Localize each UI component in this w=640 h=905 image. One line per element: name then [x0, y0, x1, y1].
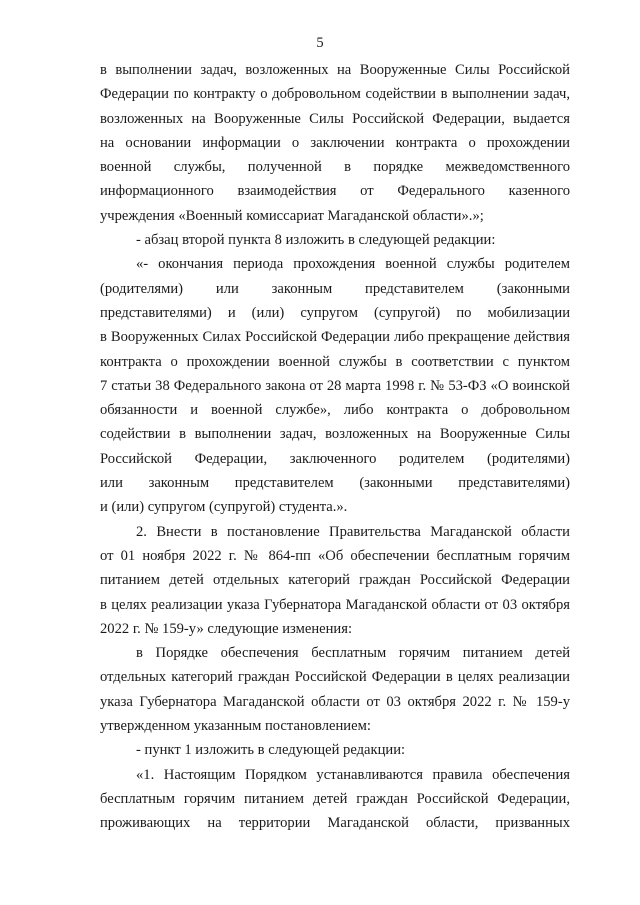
body-line: учреждения «Военный комиссариат Магаданской области».»;: [100, 207, 484, 224]
body-line: содействии в выполнении задач, возложенных на Вооруженные Силы: [100, 426, 570, 443]
body-line: возложенных на Вооруженные Силы Российской Федерации, выдается: [100, 110, 570, 127]
body-line: «- окончания периода прохождения военной службы родителем: [136, 256, 570, 273]
body-line: отдельных категорий граждан Российской Федерации в целях реализации: [100, 669, 570, 686]
body-line: проживающих на территории Магаданской области, призванных: [100, 815, 570, 832]
body-line: бесплатным горячим питанием детей граждан Российской Федерации,: [100, 790, 570, 807]
body-line: в Вооруженных Силах Российской Федерации либо прекращение действия: [100, 329, 570, 346]
body-line: от 01 ноября 2022 г. № 864-пп «Об обеспечении бесплатным горячим: [100, 547, 570, 564]
body-line: в Порядке обеспечения бесплатным горячим питанием детей: [136, 645, 570, 662]
body-line: «1. Настоящим Порядком устанавливаются правила обеспечения: [136, 766, 570, 783]
body-line: представителями) и (или) супругом (супругой) по мобилизации: [100, 304, 570, 321]
body-line: военной службы, полученной в порядке межведомственного: [100, 159, 570, 176]
body-line: (родителями) или законным представителем (законными: [100, 280, 570, 297]
body-line: обязанности и военной службе», либо контракта о добровольном: [100, 402, 570, 419]
body-line: - пункт 1 изложить в следующей редакции:: [136, 742, 406, 759]
body-line: в целях реализации указа Губернатора Магаданской области от 03 октября: [100, 596, 570, 613]
body-line: питанием детей отдельных категорий граждан Российской Федерации: [100, 572, 570, 589]
body-line: Российской Федерации, заключенного родителем (родителями): [100, 450, 570, 467]
body-line: утвержденном указанным постановлением:: [100, 718, 371, 735]
body-line: Федерации по контракту о добровольном содействии в выполнении задач,: [100, 86, 570, 103]
body-line: в выполнении задач, возложенных на Вооруженные Силы Российской: [100, 62, 570, 78]
body-line: 7 статьи 38 Федерального закона от 28 марта 1998 г. № 53-ФЗ «О воинской: [100, 377, 570, 394]
body-line: или законным представителем (законными представителями): [100, 475, 570, 492]
body-line: - абзац второй пункта 8 изложить в следующей редакции:: [136, 232, 496, 249]
body-line: указа Губернатора Магаданской области от 03 октября 2022 г. № 159-у: [100, 693, 570, 710]
body-line: 2. Внести в постановление Правительства Магаданской области: [136, 523, 570, 540]
body-line: и (или) супругом (супругой) студента.».: [100, 499, 348, 516]
body-line: информационного взаимодействия от Федерального казенного: [100, 183, 570, 200]
body-line: на основании информации о заключении контракта о прохождении: [100, 134, 570, 151]
body-line: контракта о прохождении военной службы в соответствии с пунктом: [100, 353, 570, 370]
body-line: 2022 г. № 159-у» следующие изменения:: [100, 620, 352, 637]
page-number: 5: [316, 35, 324, 51]
document-body: [100, 58, 570, 836]
